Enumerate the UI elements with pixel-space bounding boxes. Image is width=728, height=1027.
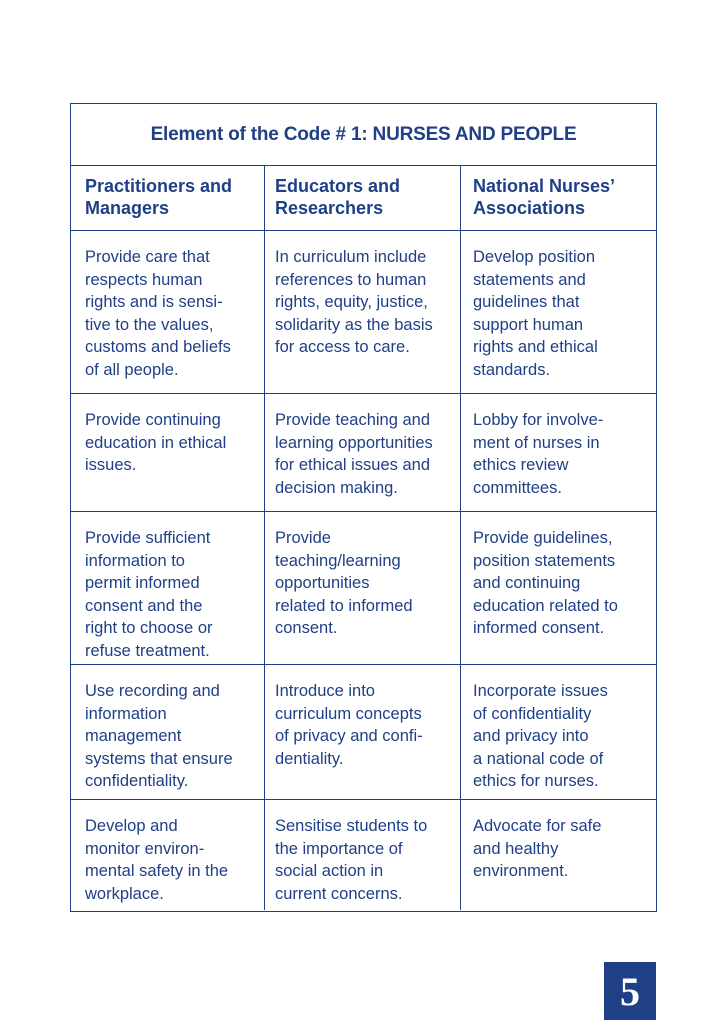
table-row [71,665,656,800]
table-title-row [71,104,656,166]
table-header-row [71,166,656,231]
table-cell: Provide care that respects human rights and is sensi- tive to the values, customs and beliefs of all people. [85,248,231,379]
table-cell: Provide continuing education in ethical issues. [85,411,227,474]
table-row [71,394,656,512]
table-title: Element of the Code # 1: NURSES AND PEOPLE [150,123,577,145]
table-cell: Advocate for safe and healthy environment. [460,800,656,910]
table-cell: Provide guidelines, position statements and continuing education related to informed consent. [460,512,656,664]
table-cell: Introduce into curriculum concepts of privacy and confi- dentiality. [264,665,460,799]
page-number: 5 [604,962,656,1020]
table-cell: Provide sufficient information to permit informed consent and the right to choose or refuse treatment. [85,529,213,660]
table-cell: Sensitise students to the importance of social action in current concerns. [264,800,460,910]
table-cell: Develop position statements and guidelines that support human rights and ethical standards. [460,231,656,393]
table-row [71,800,656,910]
table-cell: Develop and monitor environ- mental safety in the workplace. [85,817,229,903]
table-cell: Use recording and information management systems that ensure confidentiality. [85,682,233,790]
header-practitioners: Practitioners and Managers [85,176,233,218]
code-element-table [70,103,657,912]
table-cell: In curriculum include references to human rights, equity, justice, solidarity as the basis for access to care. [264,231,460,393]
table-cell: Lobby for involve- ment of nurses in ethics review committees. [460,394,656,511]
header-associations: National Nurses’ Associations [460,166,656,230]
header-educators: Educators and Researchers [264,166,460,230]
table-cell: Incorporate issues of confidentiality and privacy into a national code of ethics for nurses. [460,665,656,799]
table-row [71,512,656,665]
table-cell: Provide teaching/learning opportunities related to informed consent. [264,512,460,664]
table-row [71,231,656,394]
table-cell: Provide teaching and learning opportunities for ethical issues and decision making. [264,394,460,511]
